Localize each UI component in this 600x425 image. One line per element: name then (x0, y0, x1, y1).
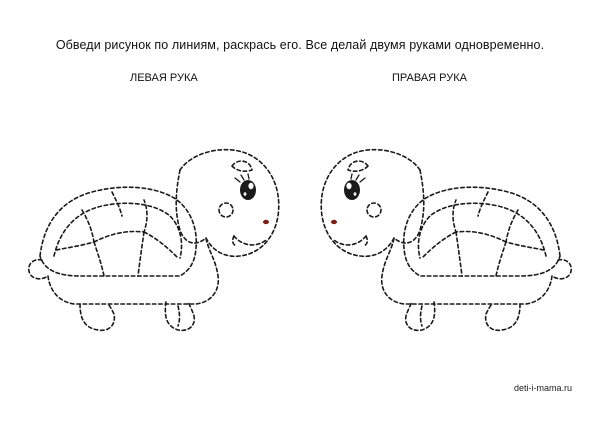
turtle-left-icon (20, 130, 290, 345)
right-hand-label: ПРАВАЯ РУКА (392, 72, 467, 84)
site-watermark: deti-i-mama.ru (514, 383, 573, 393)
instruction-text: Обведи рисунок по линиям, раскрась его. Все делай двумя руками одновременно. (55, 38, 545, 52)
left-hand-label: ЛЕВАЯ РУКА (130, 72, 198, 84)
turtle-right-icon (310, 130, 580, 345)
